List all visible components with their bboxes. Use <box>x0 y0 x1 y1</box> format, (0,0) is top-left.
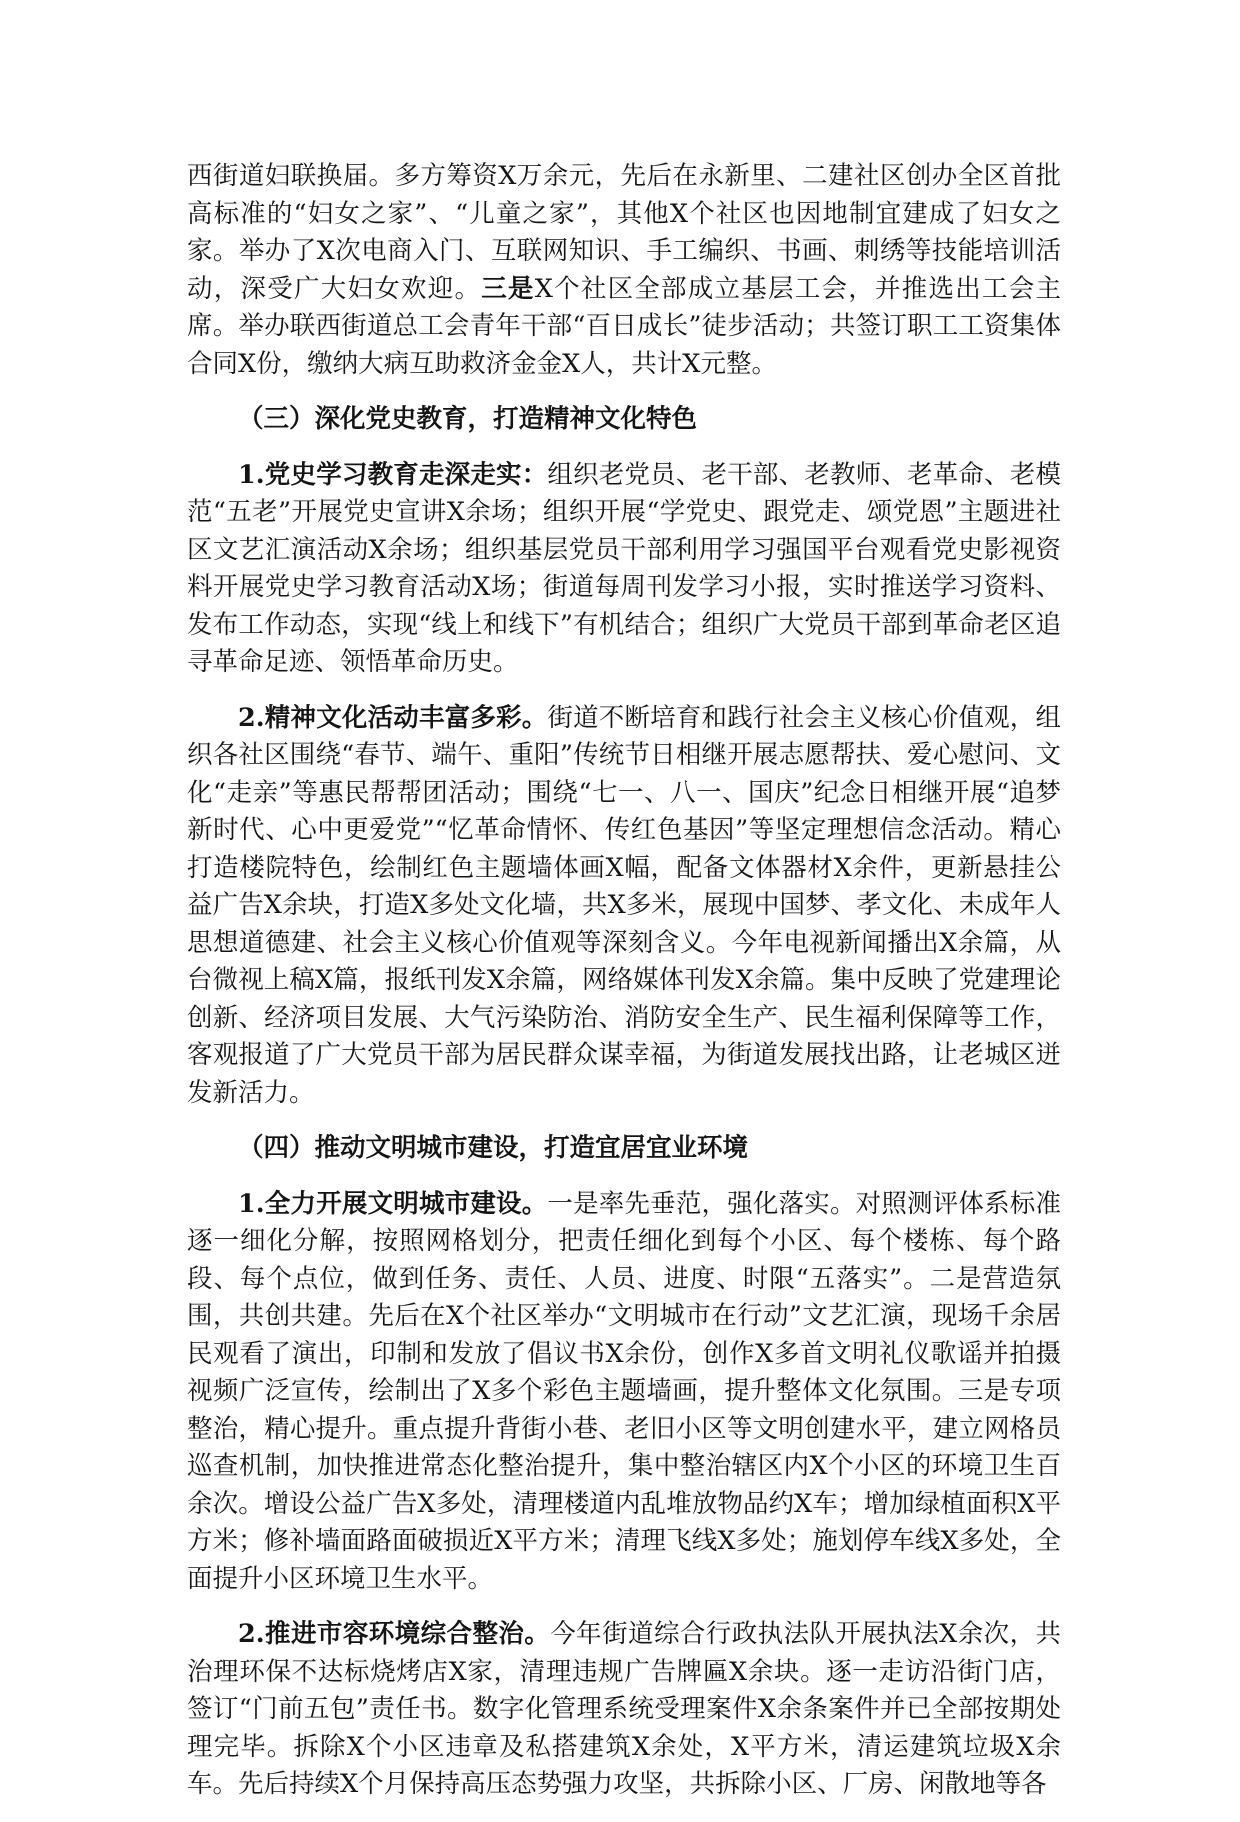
paragraph-lead: 1.全力开展文明城市建设。 <box>238 1188 548 1219</box>
paragraph-lead: 1.党史学习教育走深走实： <box>238 459 548 490</box>
paragraph-text: 一是率先垂范，强化落实。对照测评体系标准逐一细化分解，按照网格划分，把责任细化到每个小区、每个楼栋、每个路段、每个点位，做到任务、责任、人员、进度、时限“五落实”。二是营造氛围，共创共建。先后在X个社区举办“文明城市在行动”文艺汇演，现场千余居民观看了演出，印制和发放了倡议书X余份，创作X多首文明礼仪歌谣并拍摄视频广泛宣传，绘制出了X多个彩色主题墙画，提升整体文化氛围。三是专项整治，精心提升。重点提升背街小巷、老旧小区等文明创建水平，建立网格员巡查机制，加快推进常态化整治提升，集中整治辖区内X个小区的环境卫生百余次。增设公益广告X多处，清理楼道内乱堆放物品约X车；增加绿植面积X平方米；修补墙面路面破损近X平方米；清理飞线X多处；施划停车线X多处，全面提升小区环境卫生水平。 <box>187 1188 1061 1594</box>
document-body <box>187 158 1061 1822</box>
section-heading-3: （三）深化党史教育，打造精神文化特色 <box>238 404 698 434</box>
paragraph-lead: 三是 <box>481 273 535 304</box>
paragraph-civilized-city <box>187 1186 1061 1599</box>
section-heading-4: （四）推动文明城市建设，打造宜居宜业环境 <box>238 1133 749 1163</box>
paragraph-text: 今年街道综合行政执法队开展执法X余次，共治理环保不达标烧烤店X家，清理违规广告牌匾X余块。逐一走访沿街门店，签订“门前五包”责任书。数字化管理系统受理案件X余条案件并已全部按期处理完毕。拆除X个小区违章及私搭建筑X余处，X平方米，清运建筑垃圾X余车。先后持续X个月保持高压态势强力攻坚，共拆除小区、厂房、闲散地等各 <box>187 1619 1062 1799</box>
paragraph-text: 街道不断培育和践行社会主义核心价值观，组织各社区围绕“春节、端午、重阳”传统节日相继开展志愿帮扶、爱心慰问、文化“走亲”等惠民帮帮团活动；围绕“七一、八一、国庆”纪念日相继开展“追梦新时代、心中更爱党”“忆革命情怀、传红色基因”等坚定理想信念活动。精心打造楼院特色，绘制红色主题墙体画X幅，配备文体器材X余件，更新悬挂公益广告X余块，打造X多处文化墙，共X多米，展现中国梦、孝文化、未成年人思想道德建、社会主义核心价值观等深刻含义。今年电视新闻播出X余篇，从台微视上稿X篇，报纸刊发X余篇，网络媒体刊发X余篇。集中反映了党建理论创新、经济项目发展、大气污染防治、消防安全生产、民生福利保障等工作，客观报道了广大党员干部为居民群众谋幸福，为街道发展找出路，让老城区迸发新活力。 <box>187 702 1061 1108</box>
paragraph-party-history <box>187 457 1061 682</box>
paragraph-cultural-activities <box>187 700 1061 1113</box>
paragraph-text: 西街道妇联换届。多方筹资X万余元，先后在永新里、二建社区创办全区首批高标准的“妇女之家”、“儿童之家”，其他X个社区也因地制宜建成了妇女之家。举办了X次电商入门、互联网知识、手工编织、书画、刺绣等技能培训活动，深受广大妇女欢迎。 <box>187 161 1061 304</box>
paragraph-lead: 2.推进市容环境综合整治。 <box>238 1619 551 1649</box>
paragraph-lead: 2.精神文化活动丰富多彩。 <box>238 702 548 733</box>
paragraph-text: 组织老党员、老干部、老教师、老革命、老模范“五老”开展党史宣讲X余场；组织开展“学党史、跟党走、颂党恩”主题进社区文艺汇演活动X余场；组织基层党员干部利用学习强国平台观看党史影视资料开展党史学习教育活动X场；街道每周刊发学习小报，实时推送学习资料、发布工作动态，实现“线上和线下”有机结合；组织广大党员干部到革命老区追寻革命足迹、领悟革命历史。 <box>187 459 1061 677</box>
paragraph-text: X个社区全部成立基层工会，并推选出工会主席。举办联西街道总工会青年干部“百日成长”徒步活动；共签订职工工资集体合同X份，缴纳大病互助救济金金X人，共计X元整。 <box>187 273 1061 379</box>
paragraph-city-environment <box>187 1616 1061 1804</box>
paragraph-womens-federation <box>187 158 1061 383</box>
